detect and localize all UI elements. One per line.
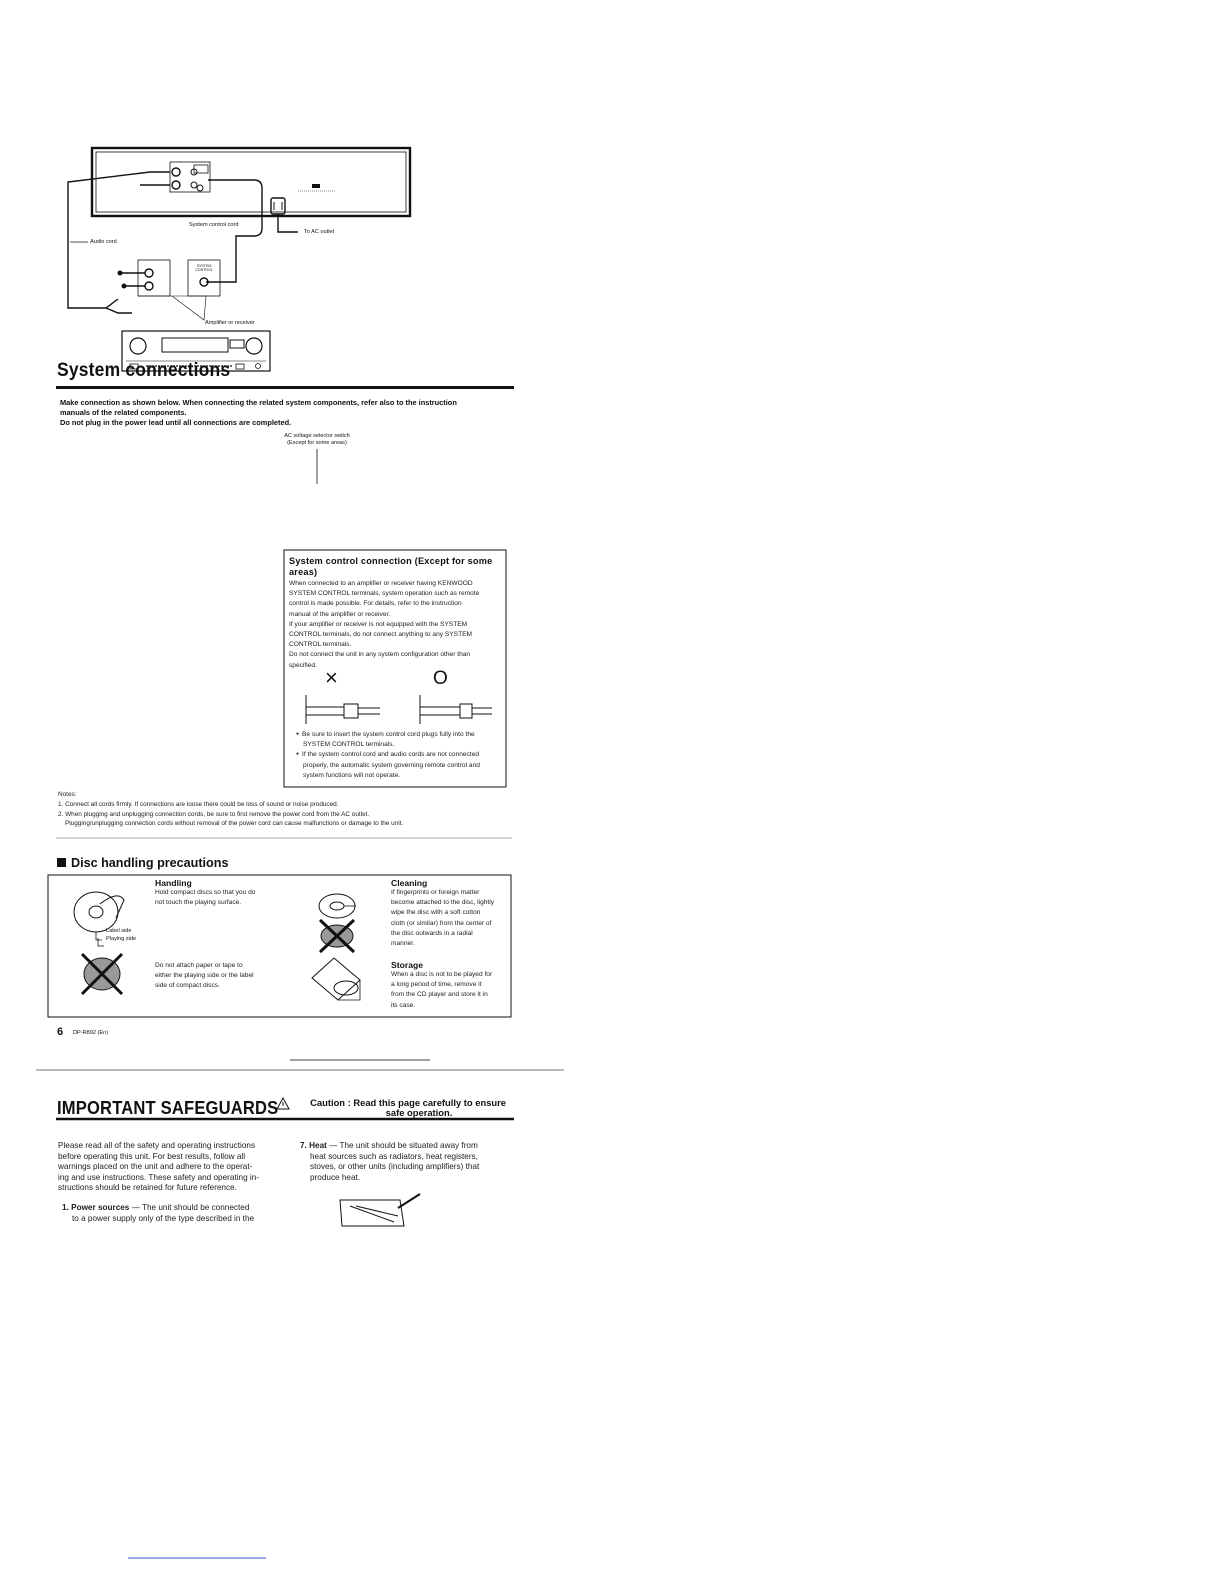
storage-line: from the CD player and store it in xyxy=(391,991,488,999)
page-title: System connections xyxy=(57,360,231,381)
sc-line: Do not connect the unit in any system configuration other than xyxy=(289,651,471,659)
storage-line: its case. xyxy=(391,1001,416,1009)
intro-line-3: Do not plug in the power lead until all connections are completed. xyxy=(60,418,292,427)
handling-line: not touch the playing surface. xyxy=(155,899,242,907)
cleaning-line: cloth (or similar) from the center of xyxy=(391,919,492,927)
intro-line-1: Make connection as shown below. When connecting the related system components, refer also to the instruction xyxy=(60,398,457,407)
cleaning-line: If fingerprints or foreign matter xyxy=(391,889,480,896)
disc-heading xyxy=(57,856,228,870)
intro-line: ing and use instructions. These safety and operating in- xyxy=(58,1172,260,1182)
sc-bullet-2-line-1: ● If the system control cord and audio cords are not connected xyxy=(296,750,504,760)
amplifier-label: Amplifier or receiver xyxy=(205,320,255,326)
cd-player-rear-panel xyxy=(92,148,410,216)
item-7-line: produce heat. xyxy=(310,1172,361,1182)
attach-line: Do not attach paper or tape to xyxy=(155,962,243,969)
note-1: 1. Connect all cords firmly. If connections are loose there could be loss of sound or noise produced. xyxy=(58,800,339,808)
intro-line: Please read all of the safety and operating instructions xyxy=(58,1141,256,1150)
storage-line: a long period of time, remove it xyxy=(391,981,482,989)
sc-bullet-2-line-3: system functions will not operate. xyxy=(303,771,401,779)
sc-bullet-2-line-2: properly, the automatic system governing remote control and xyxy=(303,761,480,769)
handling-line: Hold compact discs so that you do xyxy=(155,889,256,896)
storage-line: When a disc is not to be played for xyxy=(391,971,493,978)
item-1-title: 1. Power sources xyxy=(62,1203,130,1212)
notes-heading: Notes: xyxy=(58,791,77,798)
sc-box-bullets xyxy=(296,730,504,781)
intro-line: structions should be retained for future reference. xyxy=(58,1183,237,1193)
sc-line: CONTROL terminals. xyxy=(289,641,352,649)
caution-line-1: Caution : Read this page carefully to ensure xyxy=(310,1097,506,1108)
safeguards-title: IMPORTANT SAFEGUARDS xyxy=(57,1098,279,1118)
item-7-line-1: — The unit should be situated away from xyxy=(326,1141,478,1150)
item-7-title: 7. Heat xyxy=(300,1141,327,1150)
wrong-mark: × xyxy=(325,665,338,690)
caution-line-2: safe operation. xyxy=(385,1107,453,1118)
sc-line: control is made possible. For details, refer to the instruction xyxy=(289,600,462,608)
page-number: 6 xyxy=(57,1026,64,1038)
audio-cord-label: Audio cord xyxy=(90,239,117,245)
handling-title: Handling xyxy=(155,878,192,888)
sc-line: If your amplifier or receiver is not equipped with the SYSTEM xyxy=(289,620,468,628)
intro-line-2: manuals of the related components. xyxy=(60,408,187,417)
cleaning-line: become attached to the disc, lightly xyxy=(391,899,494,907)
note-2: 2. When plugging and unplugging connection cords, be sure to first remove the power cord from the AC outlet. xyxy=(58,810,370,818)
attach-line: side of compact discs. xyxy=(155,982,220,990)
square-bullet-icon xyxy=(57,858,66,867)
handling-section xyxy=(155,878,285,908)
cleaning-title: Cleaning xyxy=(391,878,428,888)
intro-line: warnings placed on the unit and adhere to the operat- xyxy=(58,1162,253,1172)
cleaning-line: wipe the disc with a soft cotton xyxy=(391,909,481,917)
storage-text xyxy=(391,970,507,1011)
sc-box-content xyxy=(289,556,503,671)
handling-text xyxy=(155,888,285,908)
to-ac-outlet-label: To AC outlet xyxy=(304,229,335,235)
sc-bullet-1-line-1: ● Be sure to insert the system control cord plugs fully into the xyxy=(296,730,504,740)
system-control-cord-label: System control cord xyxy=(189,222,239,228)
note-2b: Plugging/unplugging connection cords without removal of the power cord can cause malfunctions or damage to the unit. xyxy=(65,820,404,828)
ac-switch-label-1: AC voltage selector switch xyxy=(284,433,350,439)
right-mark: O xyxy=(433,668,448,689)
sc-line: CONTROL terminals, do not connect anything to any SYSTEM xyxy=(289,631,472,639)
sc-bullet-1-line-2: SYSTEM CONTROL terminals. xyxy=(303,741,395,749)
cleaning-section xyxy=(391,878,507,949)
notes xyxy=(58,790,518,829)
sc-box-title: System control connection (Except for some areas) xyxy=(289,556,493,577)
item-7 xyxy=(300,1141,510,1183)
sc-line: SYSTEM CONTROL terminals, system operation such as remote xyxy=(289,590,480,598)
disc-heading-text: Disc handling precautions xyxy=(71,856,229,870)
item-7-line: stoves, or other units (including amplifiers) that xyxy=(310,1162,480,1172)
playing-side-label: Playing side xyxy=(106,936,137,942)
system-control-terminal-label: SYSTEM CONTROL xyxy=(195,264,213,272)
label-side-label: Label side xyxy=(106,928,132,934)
sc-line: specified. xyxy=(289,661,317,669)
model-number: DP-R892 (En) xyxy=(73,1030,109,1036)
item-1 xyxy=(62,1203,272,1224)
caution-text xyxy=(292,1098,506,1118)
sc-line: When connected to an amplifier or receiver having KENWOOD xyxy=(289,580,473,587)
sc-box-text xyxy=(289,579,503,671)
safeguards-intro xyxy=(58,1141,270,1194)
intro-line: before operating this unit. For best results, follow all xyxy=(58,1151,246,1161)
cleaning-line: manner. xyxy=(391,940,415,948)
attach-line: either the playing side or the label xyxy=(155,972,254,980)
sc-line: manual of the amplifier or receiver. xyxy=(289,610,391,618)
cleaning-text xyxy=(391,888,507,949)
cleaning-line: the disc outwards in a radial xyxy=(391,929,473,937)
storage-title: Storage xyxy=(391,960,423,970)
item-7-line: heat sources such as radiators, heat registers, xyxy=(310,1151,478,1161)
attach-text xyxy=(155,961,285,992)
ac-switch-label-2: (Except for some areas) xyxy=(287,440,347,446)
storage-section xyxy=(391,960,507,1011)
item-1-line-2: to a power supply only of the type described in the xyxy=(72,1213,255,1223)
item-1-line-1: — The unit should be connected xyxy=(129,1203,250,1212)
